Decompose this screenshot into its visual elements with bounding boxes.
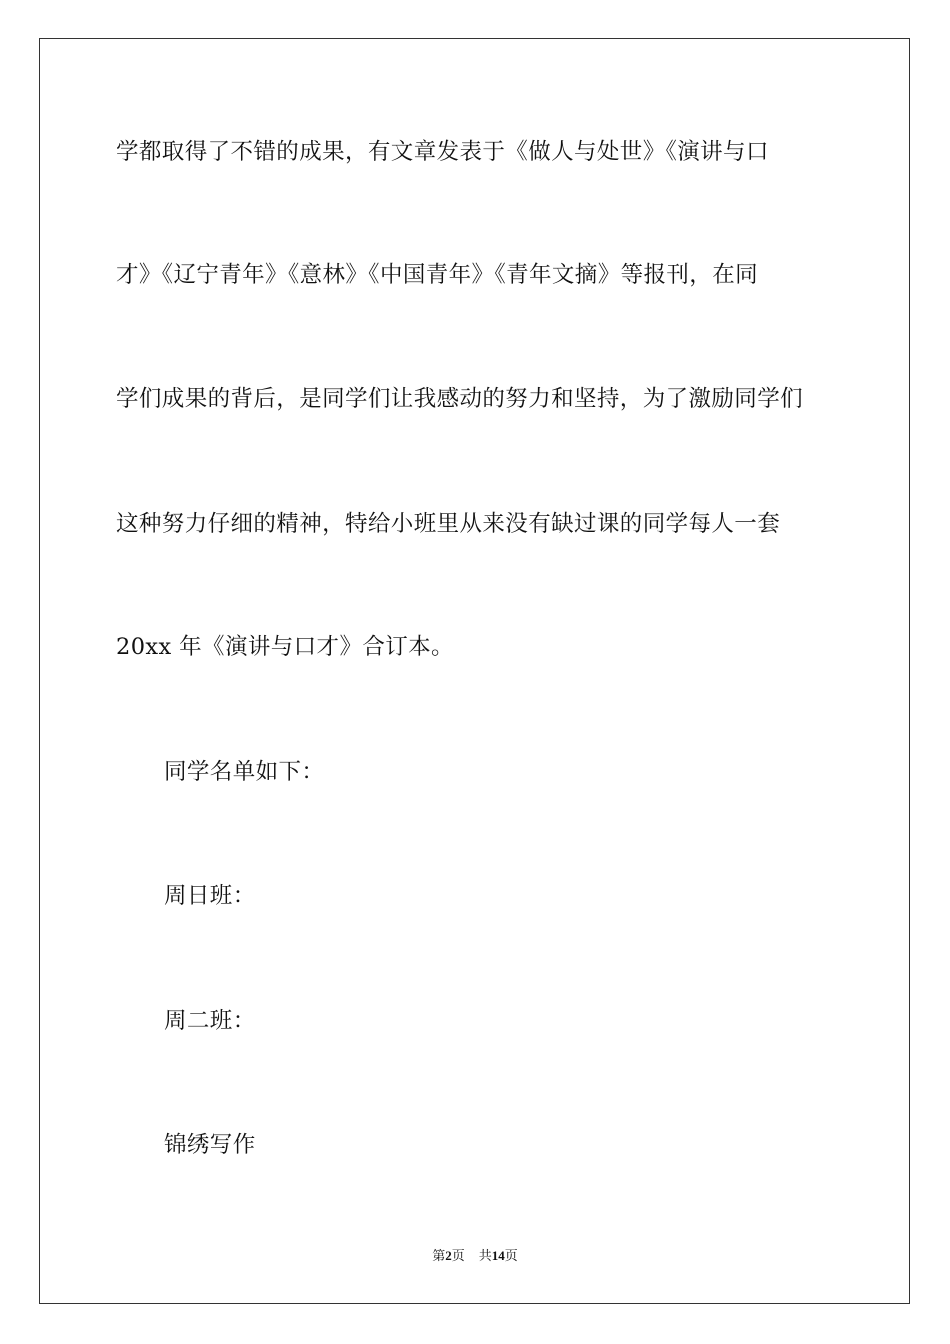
page-number: 2 — [445, 1248, 452, 1263]
signature: 锦绣写作 — [164, 1132, 256, 1158]
paragraph-line-3: 学们成果的背后，是同学们让我感动的努力和坚持，为了激励同学们 — [116, 386, 804, 412]
total-prefix: 共 — [478, 1248, 492, 1263]
page-prefix: 第 — [432, 1248, 446, 1263]
sunday-class-heading: 周日班： — [164, 883, 256, 909]
paragraph-line-4: 这种努力仔细的精神，特给小班里从来没有缺过课的同学每人一套 — [116, 511, 781, 537]
page-footer — [0, 1247, 950, 1265]
paragraph-line-1: 学都取得了不错的成果，有文章发表于《做人与处世》《演讲与口 — [116, 139, 769, 165]
page-suffix: 页 — [451, 1248, 465, 1263]
page-border — [39, 38, 910, 1304]
list-intro: 同学名单如下： — [164, 759, 325, 785]
total-suffix: 页 — [504, 1248, 518, 1263]
paragraph-line-5: 20xx 年《演讲与口才》合订本。 — [116, 634, 454, 660]
tuesday-class-heading: 周二班： — [164, 1008, 256, 1034]
total-pages: 14 — [491, 1248, 505, 1263]
paragraph-line-2: 才》《辽宁青年》《意林》《中国青年》《青年文摘》等报刊，在同 — [116, 262, 759, 288]
